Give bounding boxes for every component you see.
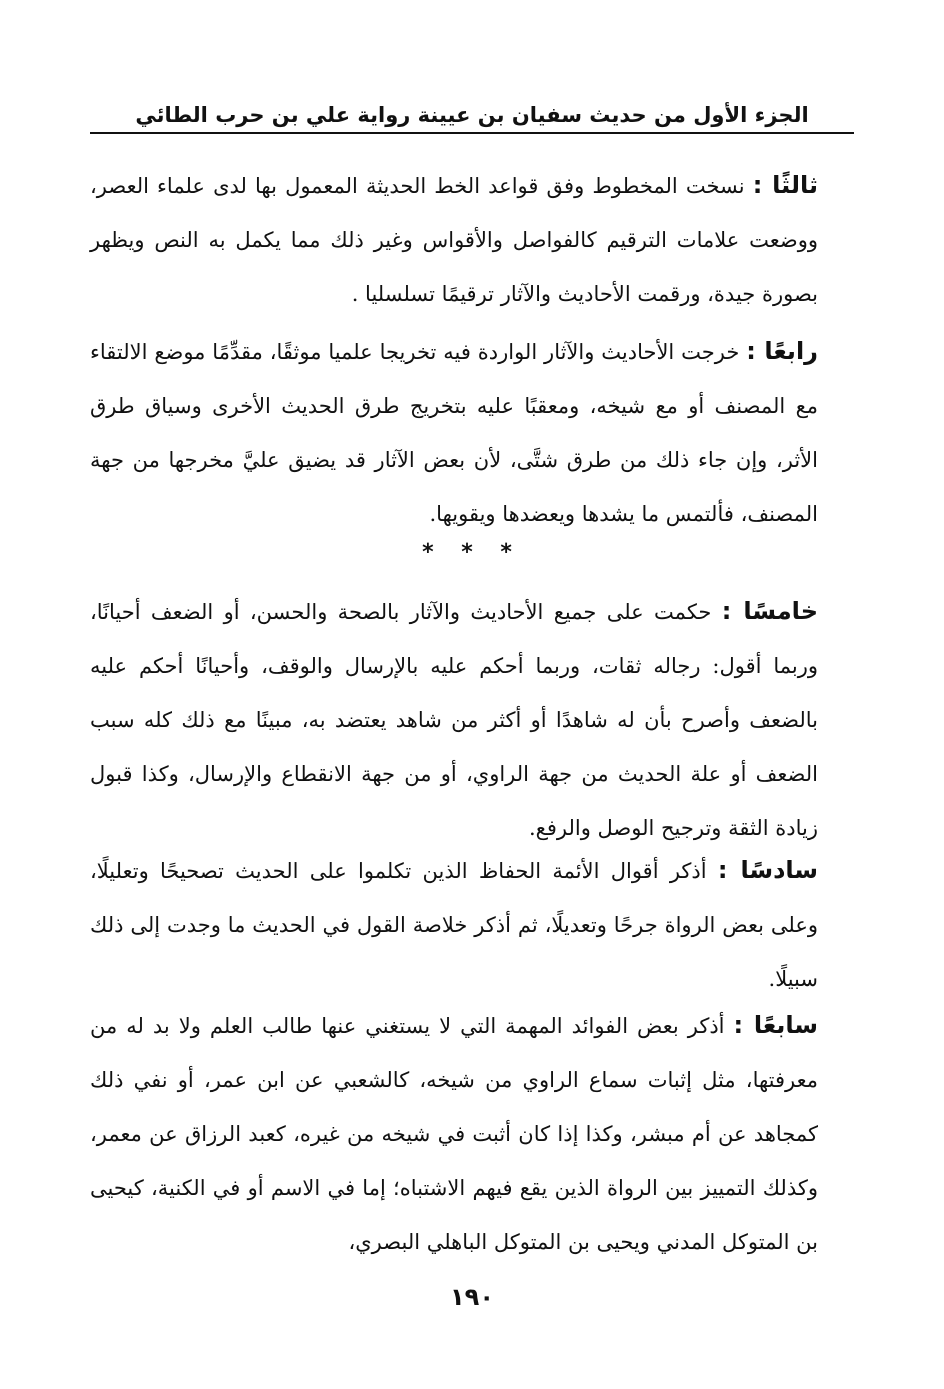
paragraph-text: حكمت على جميع الأحاديث والآثار بالصحة والحسن، أو الضعف أحيانًا، وربما أقول: رجاله ثقات، وربما أحكم عليه بالإرسال والوقف، وأحيانًا أحكم عليه بالضعف وأصرح بأن له شاهدًا أو أكثر من شاهد يعتضد به، مبينًا مع ذلك كله سبب الضعف أو علة الحديث من جهة الراوي، أو من جهة الانقطاع والإرسال، وكذا قبول زيادة الثقة وترجيح الوصل والرفع.	[90, 600, 818, 840]
page-number: ١٩٠	[450, 1283, 494, 1311]
paragraph-text: أذكر بعض الفوائد المهمة التي لا يستغني عنها طالب العلم ولا بد له من معرفتها، مثل إثبات سماع الراوي من شيخه، كالشعبي عن ابن عمر، أو نفي ذلك كمجاهد عن أم مبشر، وكذا إذا كان أثبت في شيخه من غيره، كعبد الرزاق عن معمر، وكذلك التمييز بين الرواة الذين يقع فيهم الاشتباه؛ إما في الاسم أو في الكنية، كيحيى بن المتوكل المدني ويحيى بن المتوكل الباهلي البصري،	[90, 1014, 818, 1254]
paragraph-lead: سابعًا :	[733, 1011, 819, 1039]
paragraph-seventh	[90, 998, 818, 1269]
paragraph-lead: ثالثًا :	[752, 171, 819, 199]
running-header: الجزء الأول من حديث سفيان بن عيينة رواية علي بن حرب الطائي	[135, 103, 809, 127]
paragraph-third	[90, 158, 818, 321]
paragraph-sixth	[90, 843, 818, 1006]
paragraph-fifth	[90, 584, 818, 855]
paragraph-text: نسخت المخطوط وفق قواعد الخط الحديثة المعمول بها لدى علماء العصر، ووضعت علامات الترقيم كالفواصل والأقواس وغير ذلك مما يكمل به النص ويظهر بصورة جيدة، ورقمت الأحاديث والآثار ترقيمًا تسلسليا .	[90, 174, 818, 306]
paragraph-lead: رابعًا :	[746, 337, 818, 365]
paragraph-text: أذكر أقوال الأئمة الحفاظ الذين تكلموا على الحديث تصحيحًا وتعليلًا، وعلى بعض الرواة جرحًا وتعديلًا، ثم أذكر خلاصة القول في الحديث ما وجدت إلى ذلك سبيلًا.	[90, 859, 818, 991]
paragraph-lead: خامسًا :	[721, 597, 818, 625]
paragraph-lead: سادسًا :	[717, 856, 818, 884]
paragraph-text: خرجت الأحاديث والآثار الواردة فيه تخريجا علميا موثقًا، مقدِّمًا موضع الالتقاء مع المصنف أو مع شيخه، ومعقبًا عليه بتخريج طرق الحديث الأخرى وسياق طرق الأثر، وإن جاء ذلك من طرق شتَّى، لأن بعض الآثار قد يضيق عليَّ مخرجها من جهة المصنف، فألتمس ما يشدها ويعضدها ويقويها.	[90, 340, 818, 526]
header-rule	[90, 132, 854, 134]
paragraph-fourth	[90, 324, 818, 541]
section-separator: * * *	[422, 540, 522, 565]
